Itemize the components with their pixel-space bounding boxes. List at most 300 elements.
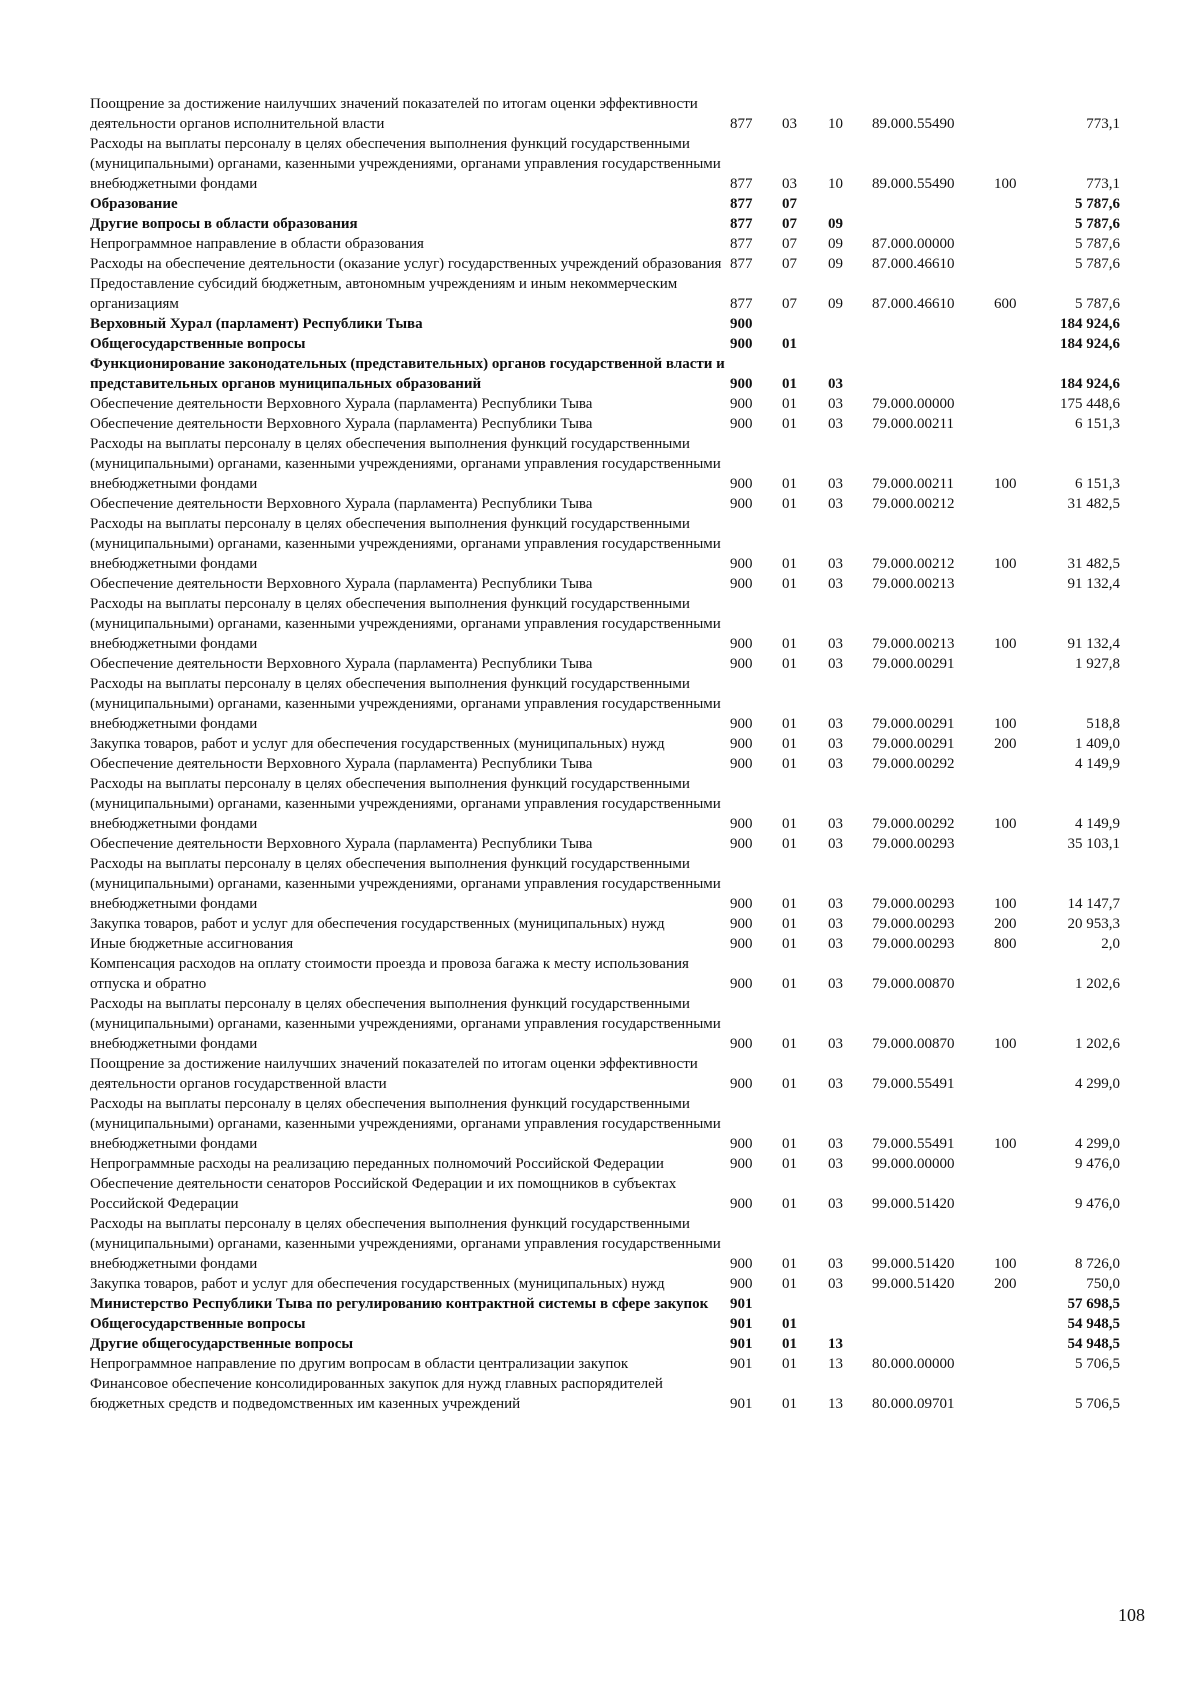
row-code-section: 01 (782, 656, 797, 672)
row-code-ministry: 900 (730, 916, 753, 932)
row-code-ministry: 877 (730, 176, 753, 192)
row-code-expense-type (994, 354, 1050, 394)
row-code-section: 07 (782, 216, 797, 232)
row-code-section: 01 (782, 1136, 797, 1152)
row-code-section (782, 314, 828, 334)
row-code-ministry: 900 (730, 556, 753, 572)
row-code-ministry: 877 (730, 256, 753, 272)
row-code-section: 01 (782, 1316, 797, 1332)
row-code-target: 79.000.00212 (872, 556, 955, 572)
row-code-subsection: 03 (828, 716, 843, 732)
table-row (90, 754, 1120, 774)
row-amount: 20 953,3 (1067, 916, 1120, 932)
row-name: Обеспечение деятельности Верховного Хурала (парламента) Республики Тыва (90, 836, 593, 852)
row-code-ministry: 877 (730, 216, 753, 232)
row-code-subsection: 09 (828, 216, 843, 232)
row-name: Другие вопросы в области образования (90, 216, 358, 232)
table-row (90, 934, 1120, 954)
row-code-expense-type (994, 574, 1050, 594)
row-amount: 6 151,3 (1075, 416, 1120, 432)
row-name: Общегосударственные вопросы (90, 1316, 306, 1332)
row-code-subsection: 03 (828, 656, 843, 672)
row-code-ministry: 900 (730, 896, 753, 912)
row-code-expense-type: 100 (994, 556, 1017, 572)
table-row (90, 334, 1120, 354)
row-code-subsection (828, 334, 872, 354)
row-code-subsection: 03 (828, 816, 843, 832)
row-code-subsection (828, 1294, 872, 1314)
row-code-target: 79.000.00291 (872, 716, 955, 732)
row-amount: 1 202,6 (1075, 976, 1120, 992)
row-code-ministry: 901 (730, 1296, 753, 1312)
table-row (90, 494, 1120, 514)
row-code-section: 01 (782, 556, 797, 572)
row-code-ministry: 900 (730, 976, 753, 992)
row-code-target: 79.000.00000 (872, 396, 955, 412)
row-code-subsection: 03 (828, 1276, 843, 1292)
row-code-subsection: 03 (828, 836, 843, 852)
row-code-subsection: 03 (828, 756, 843, 772)
row-code-expense-type: 100 (994, 1036, 1017, 1052)
row-code-section: 01 (782, 1196, 797, 1212)
row-code-subsection: 03 (828, 416, 843, 432)
row-amount: 54 948,5 (1067, 1336, 1120, 1352)
row-code-ministry: 900 (730, 576, 753, 592)
row-amount: 5 706,5 (1075, 1356, 1120, 1372)
row-code-target (872, 1294, 994, 1314)
table-row (90, 1374, 1120, 1414)
row-code-expense-type: 100 (994, 816, 1017, 832)
table-row (90, 914, 1120, 934)
row-code-section: 01 (782, 936, 797, 952)
row-code-ministry: 877 (730, 196, 753, 212)
row-code-section: 01 (782, 1256, 797, 1272)
table-row (90, 1354, 1120, 1374)
row-code-subsection: 03 (828, 1036, 843, 1052)
row-code-expense-type (994, 1154, 1050, 1174)
row-code-subsection: 03 (828, 1156, 843, 1172)
table-row (90, 1274, 1120, 1294)
table-row (90, 1154, 1120, 1174)
table-row (90, 1094, 1120, 1154)
row-code-subsection (828, 194, 872, 214)
row-code-target: 87.000.46610 (872, 256, 955, 272)
table-row (90, 1054, 1120, 1094)
row-code-ministry: 901 (730, 1356, 753, 1372)
row-name: Закупка товаров, работ и услуг для обеспечения государственных (муниципальных) нужд (90, 736, 665, 752)
row-code-target: 79.000.00211 (872, 416, 954, 432)
row-code-ministry: 901 (730, 1316, 753, 1332)
row-code-ministry: 900 (730, 716, 753, 732)
table-row (90, 434, 1120, 494)
row-name: Другие общегосударственные вопросы (90, 1336, 354, 1352)
row-code-target: 79.000.00292 (872, 756, 955, 772)
row-code-section: 01 (782, 636, 797, 652)
table-row (90, 194, 1120, 214)
row-code-expense-type (994, 954, 1050, 994)
row-code-subsection: 03 (828, 496, 843, 512)
table-row (90, 254, 1120, 274)
row-amount: 91 132,4 (1067, 636, 1120, 652)
row-code-target (872, 214, 994, 234)
row-code-section: 01 (782, 756, 797, 772)
row-code-ministry: 900 (730, 336, 753, 352)
row-code-ministry: 900 (730, 476, 753, 492)
row-code-section: 01 (782, 916, 797, 932)
row-name: Финансовое обеспечение консолидированных закупок для нужд главных распорядителей бюджетных средств и подведомственных им казенных учреждений (90, 1376, 663, 1412)
row-code-subsection: 03 (828, 736, 843, 752)
row-code-target: 79.000.00291 (872, 736, 955, 752)
row-amount: 184 924,6 (1060, 376, 1120, 392)
row-code-section (782, 1294, 828, 1314)
row-amount: 5 787,6 (1075, 296, 1120, 312)
table-row (90, 414, 1120, 434)
row-name: Расходы на выплаты персоналу в целях обеспечения выполнения функций государственными (муниципальными) органами, казенными учреждениями, органами управления государственными внебюджетными фондами (90, 596, 721, 652)
row-code-target (872, 334, 994, 354)
row-code-subsection: 03 (828, 1076, 843, 1092)
row-code-expense-type: 800 (994, 936, 1017, 952)
row-code-expense-type (994, 254, 1050, 274)
table-row (90, 834, 1120, 854)
row-code-target: 79.000.00213 (872, 636, 955, 652)
page-number: 108 (1118, 1605, 1145, 1625)
table-row (90, 1294, 1120, 1314)
row-name: Компенсация расходов на оплату стоимости проезда и провоза багажа к месту использования отпуска и обратно (90, 956, 689, 992)
row-code-section: 01 (782, 336, 797, 352)
row-code-section: 01 (782, 416, 797, 432)
row-code-section: 03 (782, 176, 797, 192)
row-code-subsection (828, 1314, 872, 1334)
table-row (90, 674, 1120, 734)
row-code-section: 01 (782, 1076, 797, 1092)
row-code-ministry: 900 (730, 1156, 753, 1172)
row-amount: 5 787,6 (1075, 196, 1120, 212)
row-name: Расходы на выплаты персоналу в целях обеспечения выполнения функций государственными (муниципальными) органами, казенными учреждениями, органами управления государственными внебюджетными фондами (90, 676, 721, 732)
row-name: Непрограммное направление по другим вопросам в области централизации закупок (90, 1356, 629, 1372)
row-code-subsection: 09 (828, 256, 843, 272)
row-code-target: 79.000.00293 (872, 916, 955, 932)
row-name: Иные бюджетные ассигнования (90, 936, 294, 952)
budget-table (90, 94, 1120, 1414)
row-code-target: 79.000.00292 (872, 816, 955, 832)
row-code-target: 99.000.51420 (872, 1276, 955, 1292)
row-code-subsection: 10 (828, 176, 843, 192)
table-row (90, 514, 1120, 574)
row-code-target: 79.000.00212 (872, 496, 955, 512)
row-code-expense-type: 100 (994, 636, 1017, 652)
row-code-target: 79.000.00293 (872, 936, 955, 952)
table-row (90, 594, 1120, 654)
row-amount: 31 482,5 (1067, 496, 1120, 512)
row-code-expense-type (994, 94, 1050, 134)
row-name: Расходы на выплаты персоналу в целях обеспечения выполнения функций государственными (муниципальными) органами, казенными учреждениями, органами управления государственными внебюджетными фондами (90, 996, 721, 1052)
row-code-expense-type: 100 (994, 476, 1017, 492)
row-code-section: 01 (782, 576, 797, 592)
row-name: Образование (90, 196, 178, 212)
row-code-ministry: 900 (730, 636, 753, 652)
row-name: Расходы на выплаты персоналу в целях обеспечения выполнения функций государственными (муниципальными) органами, казенными учреждениями, органами управления государственными внебюджетными фондами (90, 516, 721, 572)
row-code-expense-type (994, 754, 1050, 774)
row-code-expense-type (994, 834, 1050, 854)
row-code-ministry: 900 (730, 496, 753, 512)
row-name: Расходы на выплаты персоналу в целях обеспечения выполнения функций государственными (муниципальными) органами, казенными учреждениями, органами управления государственными внебюджетными фондами (90, 1216, 721, 1272)
row-code-target: 89.000.55490 (872, 176, 955, 192)
row-code-section: 01 (782, 376, 797, 392)
row-code-section: 01 (782, 1276, 797, 1292)
row-code-target: 99.000.51420 (872, 1256, 955, 1272)
row-code-ministry: 900 (730, 1276, 753, 1292)
table-row (90, 274, 1120, 314)
row-code-section: 07 (782, 256, 797, 272)
row-code-ministry: 901 (730, 1336, 753, 1352)
row-code-section: 01 (782, 716, 797, 732)
row-amount: 6 151,3 (1075, 476, 1120, 492)
row-code-subsection: 13 (828, 1356, 843, 1372)
row-code-ministry: 900 (730, 1036, 753, 1052)
row-code-target: 87.000.46610 (872, 296, 955, 312)
row-code-section: 01 (782, 736, 797, 752)
row-code-expense-type (994, 1054, 1050, 1094)
table-row (90, 234, 1120, 254)
row-code-ministry: 900 (730, 1136, 753, 1152)
row-code-expense-type: 100 (994, 896, 1017, 912)
row-amount: 5 787,6 (1075, 256, 1120, 272)
row-code-expense-type (994, 1314, 1050, 1334)
row-amount: 31 482,5 (1067, 556, 1120, 572)
row-code-expense-type (994, 1174, 1050, 1214)
row-amount: 5 706,5 (1075, 1396, 1120, 1412)
row-code-ministry: 900 (730, 1076, 753, 1092)
row-name: Общегосударственные вопросы (90, 336, 306, 352)
row-code-ministry: 900 (730, 656, 753, 672)
row-code-ministry: 900 (730, 376, 753, 392)
row-name: Поощрение за достижение наилучших значений показателей по итогам оценки эффективности деятельности органов государственной власти (90, 1056, 698, 1092)
row-code-subsection: 03 (828, 916, 843, 932)
row-name: Обеспечение деятельности Верховного Хурала (парламента) Республики Тыва (90, 576, 593, 592)
row-code-target: 79.000.00293 (872, 896, 955, 912)
budget-table-body (90, 94, 1120, 1414)
row-amount: 4 149,9 (1075, 756, 1120, 772)
row-amount: 184 924,6 (1060, 316, 1120, 332)
row-name: Непрограммное направление в области образования (90, 236, 424, 252)
row-code-section: 01 (782, 1396, 797, 1412)
row-code-target: 80.000.09701 (872, 1396, 955, 1412)
row-name: Обеспечение деятельности Верховного Хурала (парламента) Республики Тыва (90, 416, 593, 432)
row-code-subsection (828, 314, 872, 334)
row-amount: 518,8 (1086, 716, 1120, 732)
row-code-expense-type (994, 334, 1050, 354)
row-code-expense-type (994, 314, 1050, 334)
row-code-expense-type: 200 (994, 736, 1017, 752)
row-name: Обеспечение деятельности Верховного Хурала (парламента) Республики Тыва (90, 656, 593, 672)
table-row (90, 134, 1120, 194)
row-amount: 750,0 (1086, 1276, 1120, 1292)
row-code-subsection: 03 (828, 396, 843, 412)
row-code-target (872, 354, 994, 394)
table-row (90, 214, 1120, 234)
row-code-expense-type: 100 (994, 176, 1017, 192)
table-row (90, 394, 1120, 414)
row-code-subsection: 13 (828, 1336, 843, 1352)
table-row (90, 354, 1120, 394)
row-amount: 35 103,1 (1067, 836, 1120, 852)
row-amount: 175 448,6 (1060, 396, 1120, 412)
row-code-section: 01 (782, 816, 797, 832)
row-code-subsection: 03 (828, 896, 843, 912)
row-code-target: 79.000.55491 (872, 1076, 955, 1092)
row-code-subsection: 09 (828, 236, 843, 252)
row-code-ministry: 900 (730, 316, 753, 332)
table-row (90, 994, 1120, 1054)
row-amount: 9 476,0 (1075, 1156, 1120, 1172)
row-code-expense-type (994, 394, 1050, 414)
row-code-section: 01 (782, 836, 797, 852)
row-code-section: 01 (782, 396, 797, 412)
row-code-section: 01 (782, 496, 797, 512)
row-amount: 1 202,6 (1075, 1036, 1120, 1052)
row-name: Обеспечение деятельности сенаторов Российской Федерации и их помощников в субъектах Российской Федерации (90, 1176, 677, 1212)
row-name: Расходы на выплаты персоналу в целях обеспечения выполнения функций государственными (муниципальными) органами, казенными учреждениями, органами управления государственными внебюджетными фондами (90, 436, 721, 492)
row-code-ministry: 900 (730, 756, 753, 772)
row-name: Расходы на обеспечение деятельности (оказание услуг) государственных учреждений образования (90, 256, 722, 272)
row-code-subsection: 03 (828, 476, 843, 492)
row-code-subsection: 09 (828, 296, 843, 312)
row-code-expense-type (994, 1374, 1050, 1414)
row-code-section: 01 (782, 1336, 797, 1352)
row-code-expense-type (994, 654, 1050, 674)
row-amount: 1 409,0 (1075, 736, 1120, 752)
row-code-section: 01 (782, 1036, 797, 1052)
row-code-ministry: 877 (730, 116, 753, 132)
row-name: Закупка товаров, работ и услуг для обеспечения государственных (муниципальных) нужд (90, 1276, 665, 1292)
row-code-target: 79.000.00213 (872, 576, 955, 592)
row-amount: 4 299,0 (1075, 1136, 1120, 1152)
row-name: Предоставление субсидий бюджетным, автономным учреждениям и иным некоммерческим организациям (90, 276, 678, 312)
row-amount: 54 948,5 (1067, 1316, 1120, 1332)
row-code-expense-type (994, 494, 1050, 514)
row-code-ministry: 900 (730, 836, 753, 852)
row-amount: 773,1 (1086, 116, 1120, 132)
row-code-target: 79.000.00870 (872, 1036, 955, 1052)
table-row (90, 654, 1120, 674)
row-code-section: 01 (782, 476, 797, 492)
row-code-section: 07 (782, 236, 797, 252)
table-row (90, 954, 1120, 994)
row-code-target: 79.000.55491 (872, 1136, 955, 1152)
row-code-expense-type: 200 (994, 916, 1017, 932)
row-code-target: 79.000.00870 (872, 976, 955, 992)
table-row (90, 314, 1120, 334)
row-code-expense-type (994, 1294, 1050, 1314)
row-code-expense-type (994, 1354, 1050, 1374)
row-amount: 4 149,9 (1075, 816, 1120, 832)
row-code-section: 01 (782, 1356, 797, 1372)
row-code-expense-type: 100 (994, 716, 1017, 732)
row-name: Обеспечение деятельности Верховного Хурала (парламента) Республики Тыва (90, 396, 593, 412)
row-code-expense-type (994, 194, 1050, 214)
row-code-target: 79.000.00293 (872, 836, 955, 852)
row-code-section: 07 (782, 296, 797, 312)
row-amount: 4 299,0 (1075, 1076, 1120, 1092)
row-name: Министерство Республики Тыва по регулированию контрактной системы в сфере закупок (90, 1296, 709, 1312)
row-name: Непрограммные расходы на реализацию переданных полномочий Российской Федерации (90, 1156, 664, 1172)
table-row (90, 1214, 1120, 1274)
row-code-target (872, 194, 994, 214)
row-code-target: 79.000.00291 (872, 656, 955, 672)
row-name: Обеспечение деятельности Верховного Хурала (парламента) Республики Тыва (90, 496, 593, 512)
row-code-subsection: 13 (828, 1396, 843, 1412)
row-name: Расходы на выплаты персоналу в целях обеспечения выполнения функций государственными (муниципальными) органами, казенными учреждениями, органами управления государственными внебюджетными фондами (90, 136, 721, 192)
row-amount: 9 476,0 (1075, 1196, 1120, 1212)
row-code-ministry: 900 (730, 936, 753, 952)
row-code-subsection: 03 (828, 636, 843, 652)
row-code-target: 89.000.55490 (872, 116, 955, 132)
row-name: Верховный Хурал (парламент) Республики Тыва (90, 316, 423, 332)
row-code-subsection: 03 (828, 576, 843, 592)
row-code-ministry: 877 (730, 296, 753, 312)
row-amount: 1 927,8 (1075, 656, 1120, 672)
row-amount: 57 698,5 (1067, 1296, 1120, 1312)
row-code-expense-type (994, 234, 1050, 254)
table-row (90, 1174, 1120, 1214)
row-code-ministry: 900 (730, 736, 753, 752)
row-code-ministry: 900 (730, 816, 753, 832)
row-name: Обеспечение деятельности Верховного Хурала (парламента) Республики Тыва (90, 756, 593, 772)
row-name: Функционирование законодательных (представительных) органов государственной власти и представительных органов муниципальных образований (90, 356, 725, 392)
row-amount: 773,1 (1086, 176, 1120, 192)
row-code-section: 01 (782, 896, 797, 912)
row-amount: 2,0 (1101, 936, 1120, 952)
row-code-target: 99.000.51420 (872, 1196, 955, 1212)
row-name: Расходы на выплаты персоналу в целях обеспечения выполнения функций государственными (муниципальными) органами, казенными учреждениями, органами управления государственными внебюджетными фондами (90, 1096, 721, 1152)
row-code-subsection: 03 (828, 556, 843, 572)
row-name: Поощрение за достижение наилучших значений показателей по итогам оценки эффективности деятельности органов исполнительной власти (90, 96, 698, 132)
row-code-subsection: 03 (828, 1256, 843, 1272)
row-code-subsection: 03 (828, 376, 843, 392)
table-row (90, 854, 1120, 914)
row-code-target (872, 1334, 994, 1354)
row-code-expense-type: 200 (994, 1276, 1017, 1292)
row-code-subsection: 03 (828, 976, 843, 992)
row-amount: 14 147,7 (1067, 896, 1120, 912)
row-code-expense-type (994, 414, 1050, 434)
row-code-ministry: 901 (730, 1396, 753, 1412)
row-code-target: 87.000.00000 (872, 236, 955, 252)
row-amount: 184 924,6 (1060, 336, 1120, 352)
row-code-section: 03 (782, 116, 797, 132)
table-row (90, 94, 1120, 134)
row-code-target: 99.000.00000 (872, 1156, 955, 1172)
row-amount: 91 132,4 (1067, 576, 1120, 592)
row-code-target: 80.000.00000 (872, 1356, 955, 1372)
row-code-ministry: 877 (730, 236, 753, 252)
row-code-subsection: 03 (828, 936, 843, 952)
row-code-section: 07 (782, 196, 797, 212)
row-amount: 5 787,6 (1075, 236, 1120, 252)
row-code-expense-type: 100 (994, 1136, 1017, 1152)
table-row (90, 1334, 1120, 1354)
row-code-ministry: 900 (730, 416, 753, 432)
row-code-section: 01 (782, 976, 797, 992)
row-code-subsection: 10 (828, 116, 843, 132)
row-code-expense-type: 600 (994, 296, 1017, 312)
row-code-ministry: 900 (730, 1256, 753, 1272)
row-amount: 5 787,6 (1075, 216, 1120, 232)
row-code-ministry: 900 (730, 396, 753, 412)
row-name: Расходы на выплаты персоналу в целях обеспечения выполнения функций государственными (муниципальными) органами, казенными учреждениями, органами управления государственными внебюджетными фондами (90, 776, 721, 832)
table-row (90, 774, 1120, 834)
row-code-target (872, 314, 994, 334)
